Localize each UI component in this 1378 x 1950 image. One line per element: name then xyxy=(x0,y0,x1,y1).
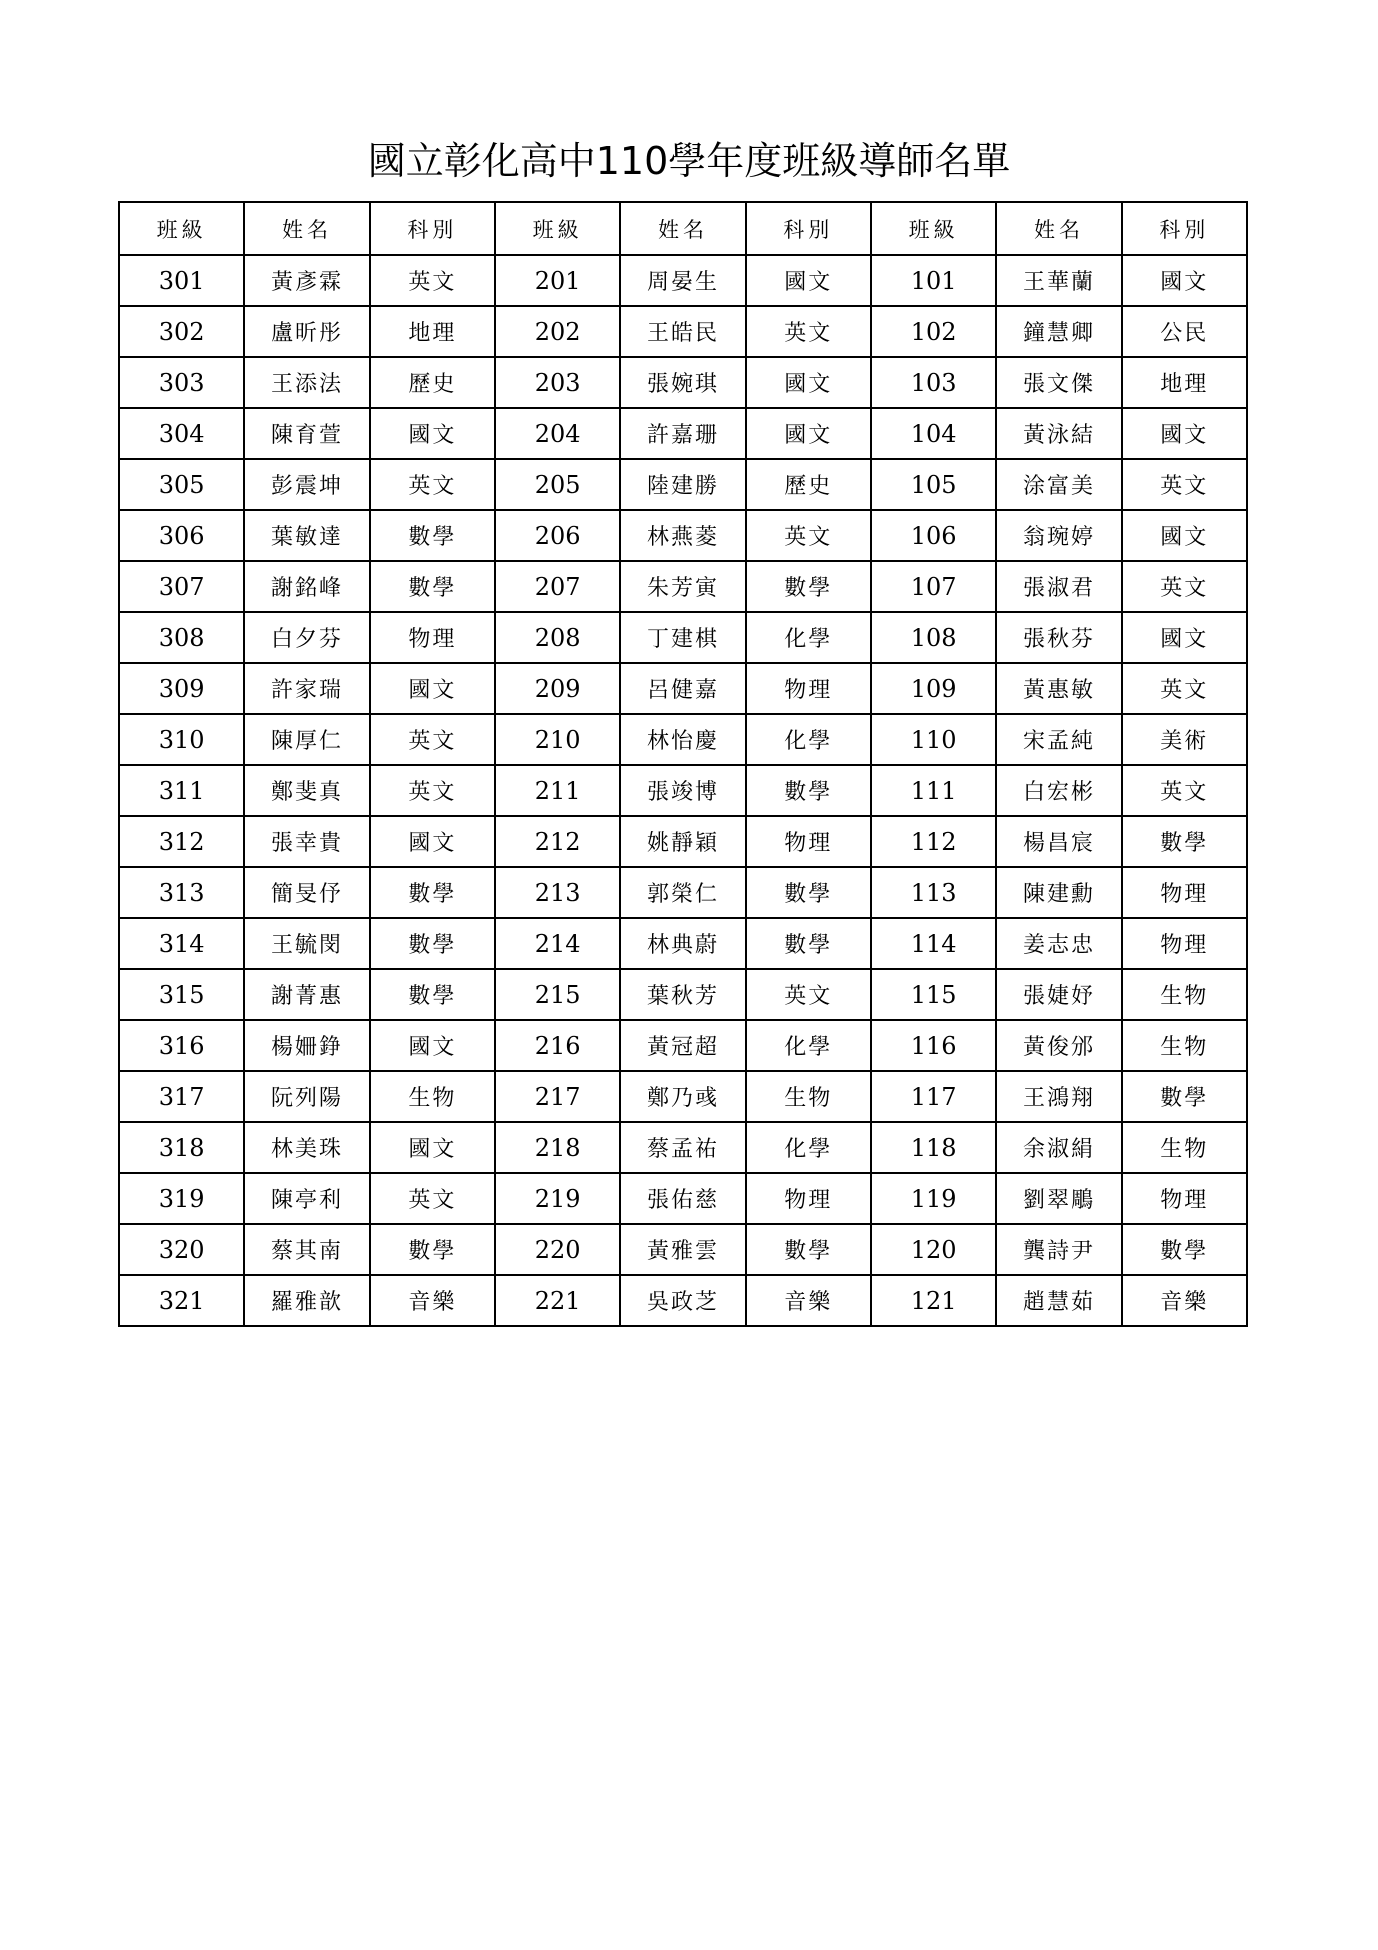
subject-cell: 數學 xyxy=(746,1224,871,1275)
teacher-name-cell: 陸建勝 xyxy=(620,459,745,510)
teacher-name-cell: 張淑君 xyxy=(996,561,1121,612)
subject-cell: 物理 xyxy=(746,816,871,867)
table-row xyxy=(119,765,1247,816)
subject-cell: 數學 xyxy=(370,918,495,969)
class-cell: 310 xyxy=(119,714,244,765)
subject-cell: 國文 xyxy=(1122,612,1247,663)
subject-cell: 數學 xyxy=(370,867,495,918)
class-cell: 318 xyxy=(119,1122,244,1173)
teacher-name-cell: 謝菁惠 xyxy=(244,969,369,1020)
class-cell: 320 xyxy=(119,1224,244,1275)
class-cell: 108 xyxy=(871,612,996,663)
subject-cell: 英文 xyxy=(1122,459,1247,510)
class-cell: 102 xyxy=(871,306,996,357)
class-cell: 110 xyxy=(871,714,996,765)
teacher-name-cell: 王鴻翔 xyxy=(996,1071,1121,1122)
subject-cell: 生物 xyxy=(1122,969,1247,1020)
class-cell: 216 xyxy=(495,1020,620,1071)
subject-cell: 數學 xyxy=(1122,816,1247,867)
subject-cell: 英文 xyxy=(1122,765,1247,816)
subject-cell: 國文 xyxy=(370,816,495,867)
subject-cell: 英文 xyxy=(370,459,495,510)
teacher-name-cell: 鐘慧卿 xyxy=(996,306,1121,357)
class-cell: 316 xyxy=(119,1020,244,1071)
subject-cell: 物理 xyxy=(746,663,871,714)
table-row xyxy=(119,663,1247,714)
table-header-row xyxy=(119,202,1247,255)
class-cell: 109 xyxy=(871,663,996,714)
class-cell: 202 xyxy=(495,306,620,357)
teacher-name-cell: 宋孟純 xyxy=(996,714,1121,765)
table-row xyxy=(119,1020,1247,1071)
class-cell: 312 xyxy=(119,816,244,867)
subject-cell: 數學 xyxy=(370,969,495,1020)
teacher-name-cell: 盧昕彤 xyxy=(244,306,369,357)
header-class: 班級 xyxy=(871,202,996,255)
subject-cell: 生物 xyxy=(1122,1020,1247,1071)
teacher-name-cell: 王毓閔 xyxy=(244,918,369,969)
subject-cell: 物理 xyxy=(370,612,495,663)
table-row xyxy=(119,816,1247,867)
subject-cell: 音樂 xyxy=(746,1275,871,1326)
teacher-name-cell: 涂富美 xyxy=(996,459,1121,510)
teacher-name-cell: 林怡慶 xyxy=(620,714,745,765)
teacher-roster-table xyxy=(118,201,1248,1327)
teacher-name-cell: 陳建勳 xyxy=(996,867,1121,918)
class-cell: 210 xyxy=(495,714,620,765)
teacher-name-cell: 許家瑞 xyxy=(244,663,369,714)
teacher-name-cell: 陳亭利 xyxy=(244,1173,369,1224)
subject-cell: 歷史 xyxy=(746,459,871,510)
class-cell: 321 xyxy=(119,1275,244,1326)
subject-cell: 物理 xyxy=(1122,918,1247,969)
class-cell: 116 xyxy=(871,1020,996,1071)
subject-cell: 美術 xyxy=(1122,714,1247,765)
subject-cell: 國文 xyxy=(370,408,495,459)
table-row xyxy=(119,1275,1247,1326)
teacher-name-cell: 陳厚仁 xyxy=(244,714,369,765)
table-row xyxy=(119,612,1247,663)
teacher-name-cell: 周晏生 xyxy=(620,255,745,306)
table-row xyxy=(119,1122,1247,1173)
class-cell: 121 xyxy=(871,1275,996,1326)
subject-cell: 物理 xyxy=(1122,867,1247,918)
class-cell: 302 xyxy=(119,306,244,357)
teacher-name-cell: 羅雅歆 xyxy=(244,1275,369,1326)
table-row xyxy=(119,969,1247,1020)
class-cell: 211 xyxy=(495,765,620,816)
subject-cell: 國文 xyxy=(1122,408,1247,459)
subject-cell: 地理 xyxy=(1122,357,1247,408)
class-cell: 203 xyxy=(495,357,620,408)
teacher-name-cell: 姚靜穎 xyxy=(620,816,745,867)
table-body xyxy=(119,255,1247,1326)
teacher-name-cell: 黃雅雲 xyxy=(620,1224,745,1275)
subject-cell: 英文 xyxy=(370,714,495,765)
teacher-name-cell: 呂健嘉 xyxy=(620,663,745,714)
table-row xyxy=(119,714,1247,765)
class-cell: 306 xyxy=(119,510,244,561)
teacher-name-cell: 葉敏達 xyxy=(244,510,369,561)
teacher-name-cell: 黃彥霖 xyxy=(244,255,369,306)
teacher-name-cell: 黃惠敏 xyxy=(996,663,1121,714)
class-cell: 114 xyxy=(871,918,996,969)
class-cell: 115 xyxy=(871,969,996,1020)
header-class: 班級 xyxy=(495,202,620,255)
class-cell: 120 xyxy=(871,1224,996,1275)
teacher-name-cell: 蔡其南 xyxy=(244,1224,369,1275)
class-cell: 218 xyxy=(495,1122,620,1173)
subject-cell: 數學 xyxy=(746,765,871,816)
class-cell: 204 xyxy=(495,408,620,459)
subject-cell: 英文 xyxy=(1122,663,1247,714)
teacher-name-cell: 林美珠 xyxy=(244,1122,369,1173)
teacher-name-cell: 黃泳結 xyxy=(996,408,1121,459)
subject-cell: 英文 xyxy=(1122,561,1247,612)
subject-cell: 數學 xyxy=(1122,1224,1247,1275)
subject-cell: 英文 xyxy=(746,969,871,1020)
teacher-name-cell: 張文傑 xyxy=(996,357,1121,408)
class-cell: 305 xyxy=(119,459,244,510)
class-cell: 215 xyxy=(495,969,620,1020)
subject-cell: 數學 xyxy=(746,561,871,612)
table-row xyxy=(119,510,1247,561)
teacher-name-cell: 黃俊邠 xyxy=(996,1020,1121,1071)
subject-cell: 數學 xyxy=(1122,1071,1247,1122)
class-cell: 119 xyxy=(871,1173,996,1224)
class-cell: 205 xyxy=(495,459,620,510)
teacher-name-cell: 林燕菱 xyxy=(620,510,745,561)
class-cell: 107 xyxy=(871,561,996,612)
table-row xyxy=(119,1071,1247,1122)
subject-cell: 英文 xyxy=(370,1173,495,1224)
class-cell: 213 xyxy=(495,867,620,918)
subject-cell: 化學 xyxy=(746,714,871,765)
class-cell: 113 xyxy=(871,867,996,918)
teacher-name-cell: 朱芳寅 xyxy=(620,561,745,612)
header-name: 姓名 xyxy=(996,202,1121,255)
class-cell: 317 xyxy=(119,1071,244,1122)
class-cell: 201 xyxy=(495,255,620,306)
subject-cell: 英文 xyxy=(746,306,871,357)
teacher-name-cell: 張竣博 xyxy=(620,765,745,816)
class-cell: 303 xyxy=(119,357,244,408)
teacher-name-cell: 蔡孟祐 xyxy=(620,1122,745,1173)
class-cell: 117 xyxy=(871,1071,996,1122)
subject-cell: 生物 xyxy=(370,1071,495,1122)
table-row xyxy=(119,306,1247,357)
subject-cell: 數學 xyxy=(370,561,495,612)
subject-cell: 地理 xyxy=(370,306,495,357)
table-row xyxy=(119,255,1247,306)
class-cell: 314 xyxy=(119,918,244,969)
table-row xyxy=(119,1173,1247,1224)
class-cell: 214 xyxy=(495,918,620,969)
subject-cell: 國文 xyxy=(370,663,495,714)
teacher-name-cell: 劉翠鵰 xyxy=(996,1173,1121,1224)
class-cell: 307 xyxy=(119,561,244,612)
class-cell: 309 xyxy=(119,663,244,714)
class-cell: 220 xyxy=(495,1224,620,1275)
teacher-name-cell: 吳政芝 xyxy=(620,1275,745,1326)
class-cell: 315 xyxy=(119,969,244,1020)
table-row xyxy=(119,408,1247,459)
subject-cell: 英文 xyxy=(370,765,495,816)
subject-cell: 國文 xyxy=(1122,510,1247,561)
class-cell: 208 xyxy=(495,612,620,663)
subject-cell: 數學 xyxy=(370,510,495,561)
subject-cell: 國文 xyxy=(746,357,871,408)
class-cell: 209 xyxy=(495,663,620,714)
class-cell: 105 xyxy=(871,459,996,510)
teacher-name-cell: 林典蔚 xyxy=(620,918,745,969)
teacher-name-cell: 謝銘峰 xyxy=(244,561,369,612)
subject-cell: 物理 xyxy=(746,1173,871,1224)
teacher-name-cell: 張婕妤 xyxy=(996,969,1121,1020)
teacher-name-cell: 陳育萱 xyxy=(244,408,369,459)
table-row xyxy=(119,867,1247,918)
subject-cell: 數學 xyxy=(746,918,871,969)
teacher-name-cell: 張秋芬 xyxy=(996,612,1121,663)
class-cell: 212 xyxy=(495,816,620,867)
subject-cell: 國文 xyxy=(746,255,871,306)
class-cell: 301 xyxy=(119,255,244,306)
subject-cell: 英文 xyxy=(746,510,871,561)
class-cell: 101 xyxy=(871,255,996,306)
header-subject: 科別 xyxy=(1122,202,1247,255)
teacher-name-cell: 阮列陽 xyxy=(244,1071,369,1122)
teacher-name-cell: 郭榮仁 xyxy=(620,867,745,918)
class-cell: 304 xyxy=(119,408,244,459)
teacher-name-cell: 楊昌宸 xyxy=(996,816,1121,867)
header-subject: 科別 xyxy=(746,202,871,255)
table-row xyxy=(119,459,1247,510)
subject-cell: 歷史 xyxy=(370,357,495,408)
subject-cell: 生物 xyxy=(746,1071,871,1122)
subject-cell: 化學 xyxy=(746,1122,871,1173)
class-cell: 112 xyxy=(871,816,996,867)
table-row xyxy=(119,357,1247,408)
class-cell: 217 xyxy=(495,1071,620,1122)
teacher-name-cell: 王添法 xyxy=(244,357,369,408)
table-row xyxy=(119,1224,1247,1275)
class-cell: 207 xyxy=(495,561,620,612)
class-cell: 104 xyxy=(871,408,996,459)
teacher-name-cell: 白宏彬 xyxy=(996,765,1121,816)
subject-cell: 國文 xyxy=(370,1122,495,1173)
table-row xyxy=(119,561,1247,612)
subject-cell: 化學 xyxy=(746,1020,871,1071)
header-name: 姓名 xyxy=(620,202,745,255)
subject-cell: 國文 xyxy=(746,408,871,459)
teacher-name-cell: 趙慧茹 xyxy=(996,1275,1121,1326)
subject-cell: 物理 xyxy=(1122,1173,1247,1224)
class-cell: 319 xyxy=(119,1173,244,1224)
subject-cell: 化學 xyxy=(746,612,871,663)
teacher-name-cell: 鄭乃彧 xyxy=(620,1071,745,1122)
subject-cell: 音樂 xyxy=(1122,1275,1247,1326)
class-cell: 219 xyxy=(495,1173,620,1224)
subject-cell: 英文 xyxy=(370,255,495,306)
class-cell: 206 xyxy=(495,510,620,561)
subject-cell: 國文 xyxy=(1122,255,1247,306)
subject-cell: 數學 xyxy=(370,1224,495,1275)
class-cell: 313 xyxy=(119,867,244,918)
teacher-name-cell: 張婉琪 xyxy=(620,357,745,408)
header-subject: 科別 xyxy=(370,202,495,255)
class-cell: 311 xyxy=(119,765,244,816)
teacher-name-cell: 張幸貴 xyxy=(244,816,369,867)
teacher-name-cell: 余淑絹 xyxy=(996,1122,1121,1173)
class-cell: 308 xyxy=(119,612,244,663)
teacher-name-cell: 許嘉珊 xyxy=(620,408,745,459)
subject-cell: 國文 xyxy=(370,1020,495,1071)
teacher-name-cell: 簡旻伃 xyxy=(244,867,369,918)
teacher-name-cell: 龔詩尹 xyxy=(996,1224,1121,1275)
teacher-name-cell: 黃冠超 xyxy=(620,1020,745,1071)
teacher-name-cell: 翁琬婷 xyxy=(996,510,1121,561)
teacher-name-cell: 彭震坤 xyxy=(244,459,369,510)
class-cell: 221 xyxy=(495,1275,620,1326)
class-cell: 118 xyxy=(871,1122,996,1173)
table-row xyxy=(119,918,1247,969)
class-cell: 111 xyxy=(871,765,996,816)
teacher-name-cell: 王華蘭 xyxy=(996,255,1121,306)
teacher-name-cell: 鄭斐真 xyxy=(244,765,369,816)
subject-cell: 數學 xyxy=(746,867,871,918)
page-title: 國立彰化高中110學年度班級導師名單 xyxy=(367,139,1011,183)
teacher-name-cell: 葉秋芳 xyxy=(620,969,745,1020)
class-cell: 103 xyxy=(871,357,996,408)
teacher-name-cell: 王皓民 xyxy=(620,306,745,357)
header-name: 姓名 xyxy=(244,202,369,255)
teacher-name-cell: 白夕芬 xyxy=(244,612,369,663)
class-cell: 106 xyxy=(871,510,996,561)
teacher-name-cell: 丁建棋 xyxy=(620,612,745,663)
teacher-name-cell: 張佑慈 xyxy=(620,1173,745,1224)
header-class: 班級 xyxy=(119,202,244,255)
subject-cell: 生物 xyxy=(1122,1122,1247,1173)
subject-cell: 音樂 xyxy=(370,1275,495,1326)
subject-cell: 公民 xyxy=(1122,306,1247,357)
teacher-name-cell: 楊姍錚 xyxy=(244,1020,369,1071)
teacher-name-cell: 姜志忠 xyxy=(996,918,1121,969)
